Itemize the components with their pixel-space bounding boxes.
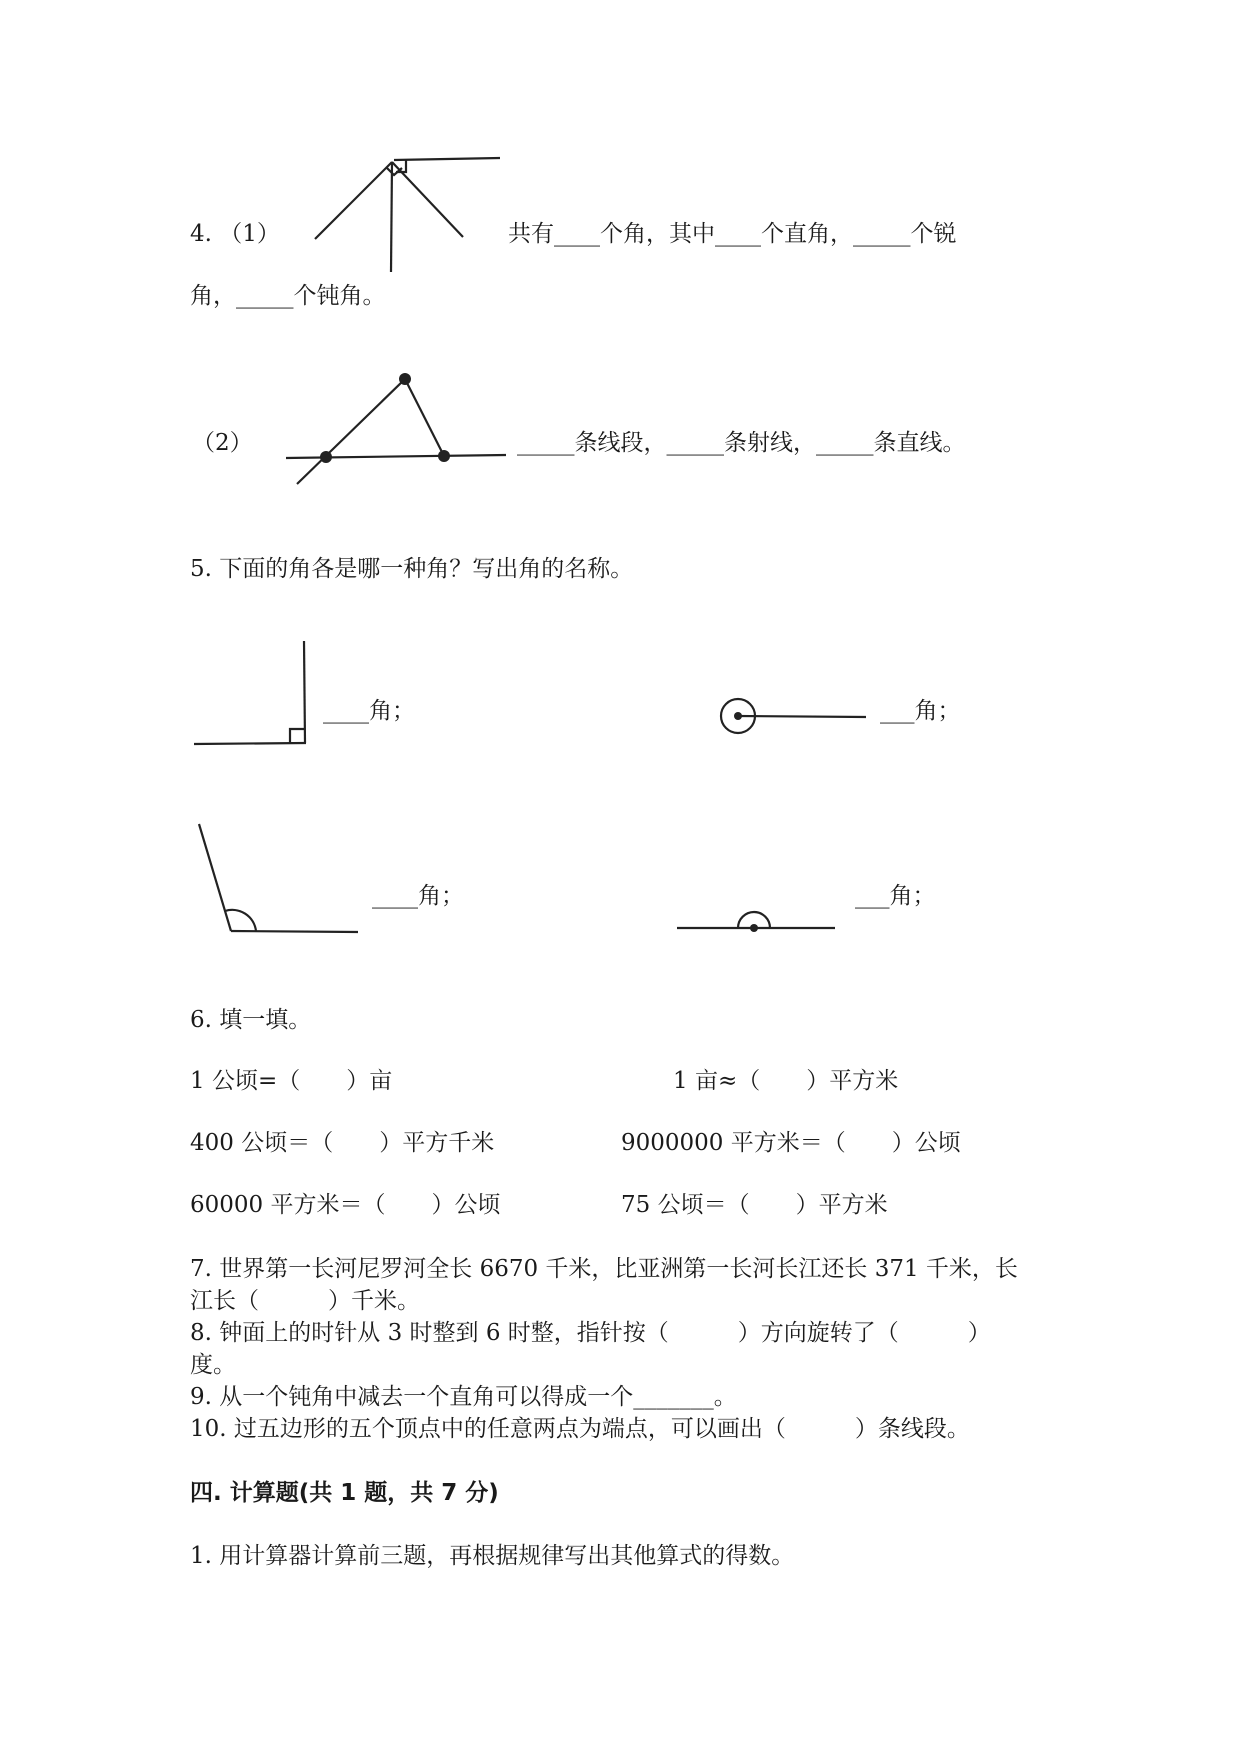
q4-part1-label: 4. （1） bbox=[190, 221, 280, 247]
q5-blank-obtuse-angle: ____角； bbox=[372, 883, 464, 909]
q6-item: 9000000 平方米＝（ ）公顷 bbox=[621, 1130, 961, 1156]
section-title: 四. 计算题(共 1 题，共 7 分) bbox=[190, 1480, 499, 1506]
q6-item: 1 公顷=（ ）亩 bbox=[190, 1068, 393, 1094]
q7-line2: 江长（ ）千米。 bbox=[190, 1288, 420, 1314]
q6-item: 400 公顷＝（ ）平方千米 bbox=[190, 1130, 495, 1156]
q4-triangle-figure bbox=[285, 370, 525, 490]
q8-line2: 度。 bbox=[190, 1352, 236, 1378]
calc-prompt: 1. 用计算器计算前三题，再根据规律写出其他算式的得数。 bbox=[190, 1543, 795, 1569]
q4-angle-figure bbox=[312, 150, 512, 270]
q6-prompt: 6. 填一填。 bbox=[190, 1007, 312, 1033]
q10-text: 10. 过五边形的五个顶点中的任意两点为端点，可以画出（ ）条线段。 bbox=[190, 1416, 970, 1442]
q6-item: 60000 平方米＝（ ）公顷 bbox=[190, 1192, 501, 1218]
q8-line1: 8. 钟面上的时针从 3 时整到 6 时整，指针按（ ）方向旋转了（ ） bbox=[190, 1320, 991, 1346]
q6-item: 75 公顷＝（ ）平方米 bbox=[621, 1192, 888, 1218]
q5-blank-full-angle: ___角； bbox=[880, 698, 961, 724]
q7-line1: 7. 世界第一长河尼罗河全长 6670 千米，比亚洲第一长河长江还长 371 千米，长 bbox=[190, 1256, 1018, 1282]
q4-part1-text: 共有____个角，其中____个直角，_____个锐 bbox=[508, 221, 957, 247]
q5-prompt: 5. 下面的角各是哪一种角？写出角的名称。 bbox=[190, 556, 634, 582]
q5-blank-straight-angle: ___角； bbox=[855, 883, 936, 909]
straight-angle-figure bbox=[677, 906, 837, 956]
q4-part2-text: _____条线段，_____条射线，_____条直线。 bbox=[517, 430, 966, 456]
q4-part1-text-cont: 角，_____个钝角。 bbox=[190, 283, 386, 309]
right-angle-figure bbox=[194, 640, 314, 750]
q9-text: 9. 从一个钝角中减去一个直角可以得成一个_______。 bbox=[190, 1384, 737, 1410]
q6-item: 1 亩≈（ ）平方米 bbox=[673, 1068, 899, 1094]
obtuse-angle-figure bbox=[198, 823, 368, 938]
q5-blank-right-angle: ____角； bbox=[323, 698, 415, 724]
q4-part2-label: （2） bbox=[192, 430, 253, 456]
full-angle-figure bbox=[718, 694, 878, 744]
